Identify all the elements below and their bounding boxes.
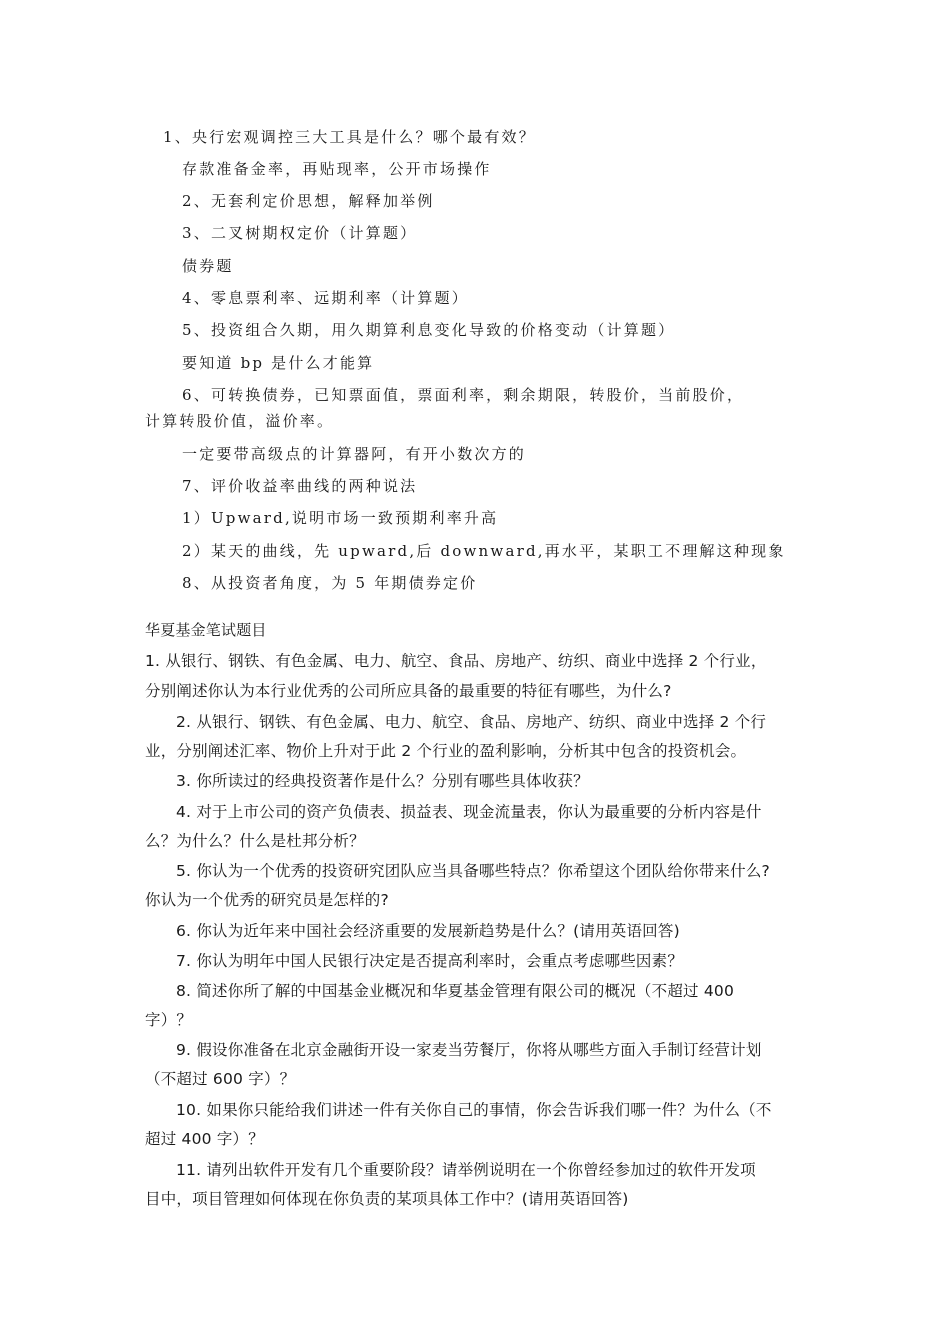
section-title: 华夏基金笔试题目: [145, 621, 267, 639]
hx-question-5-cont: 你认为一个优秀的研究员是怎样的?: [145, 891, 389, 909]
bond-heading: 债券题: [182, 257, 234, 275]
answer-1: 存款准备金率，再贴现率，公开市场操作: [182, 160, 492, 178]
hx-question-1: 1. 从银行、钢铁、有色金属、电力、航空、食品、房地产、纺织、商业中选择 2 个行业，: [145, 652, 767, 670]
question-7-point-2: 2）某天的曲线，先 upward,后 downward,再水平，某职工不理解这种现象: [182, 542, 786, 560]
hx-question-7: 7. 你认为明年中国人民银行决定是否提高利率时，会重点考虑哪些因素？: [176, 952, 684, 970]
question-7: 7、评价收益率曲线的两种说法: [182, 477, 418, 495]
question-4: 4、零息票利率、远期利率（计算题）: [182, 289, 469, 307]
hx-question-6: 6. 你认为近年来中国社会经济重要的发展新趋势是什么？(请用英语回答): [176, 922, 680, 940]
hx-question-11: 11. 请列出软件开发有几个重要阶段？请举例说明在一个你曾经参加过的软件开发项: [176, 1161, 756, 1179]
hx-question-2: 2. 从银行、钢铁、有色金属、电力、航空、食品、房地产、纺织、商业中选择 2 个行: [176, 713, 767, 731]
question-3: 3、二叉树期权定价（计算题）: [182, 224, 418, 242]
hx-question-2-cont: 业，分别阐述汇率、物价上升对于此 2 个行业的盈利影响，分析其中包含的投资机会。: [145, 742, 747, 760]
question-7-point-1: 1）Upward,说明市场一致预期利率升高: [182, 509, 499, 527]
note-calculator: 一定要带高级点的计算器阿，有开小数次方的: [182, 445, 527, 463]
question-1: 1、央行宏观调控三大工具是什么？哪个最有效？: [163, 128, 536, 146]
question-2: 2、无套利定价思想，解释加举例: [182, 192, 435, 210]
hx-question-4-cont: 么？为什么？什么是杜邦分析？: [145, 832, 365, 850]
question-5: 5、投资组合久期，用久期算利息变化导致的价格变动（计算题）: [182, 321, 676, 339]
hx-question-8-cont: 字）？: [145, 1011, 193, 1029]
note-bp: 要知道 bp 是什么才能算: [182, 354, 375, 372]
hx-question-3: 3. 你所读过的经典投资著作是什么？分别有哪些具体收获？: [176, 772, 589, 790]
question-8: 8、从投资者角度，为 5 年期债券定价: [182, 574, 478, 592]
question-6: 6、可转换债券，已知票面值，票面利率，剩余期限，转股价，当前股价，: [182, 386, 745, 404]
question-6-cont: 计算转股价值，溢价率。: [145, 412, 335, 430]
hx-question-4: 4. 对于上市公司的资产负债表、损益表、现金流量表，你认为最重要的分析内容是什: [176, 803, 762, 821]
hx-question-9-cont: （不超过 600 字）？: [145, 1070, 296, 1088]
hx-question-10-cont: 超过 400 字）？: [145, 1130, 264, 1148]
hx-question-10: 10. 如果你只能给我们讲述一件有关你自己的事情，你会告诉我们哪一件？为什么（不: [176, 1101, 772, 1119]
hx-question-5: 5. 你认为一个优秀的投资研究团队应当具备哪些特点？你希望这个团队给你带来什么?: [176, 862, 770, 880]
hx-question-8: 8. 简述你所了解的中国基金业概况和华夏基金管理有限公司的概况（不超过 400: [176, 982, 735, 1000]
hx-question-1-cont: 分别阐述你认为本行业优秀的公司所应具备的最重要的特征有哪些，为什么?: [145, 682, 672, 700]
hx-question-11-cont: 目中，项目管理如何体现在你负责的某项具体工作中？(请用英语回答): [145, 1190, 629, 1208]
hx-question-9: 9. 假设你准备在北京金融街开设一家麦当劳餐厅，你将从哪些方面入手制订经营计划: [176, 1041, 762, 1059]
